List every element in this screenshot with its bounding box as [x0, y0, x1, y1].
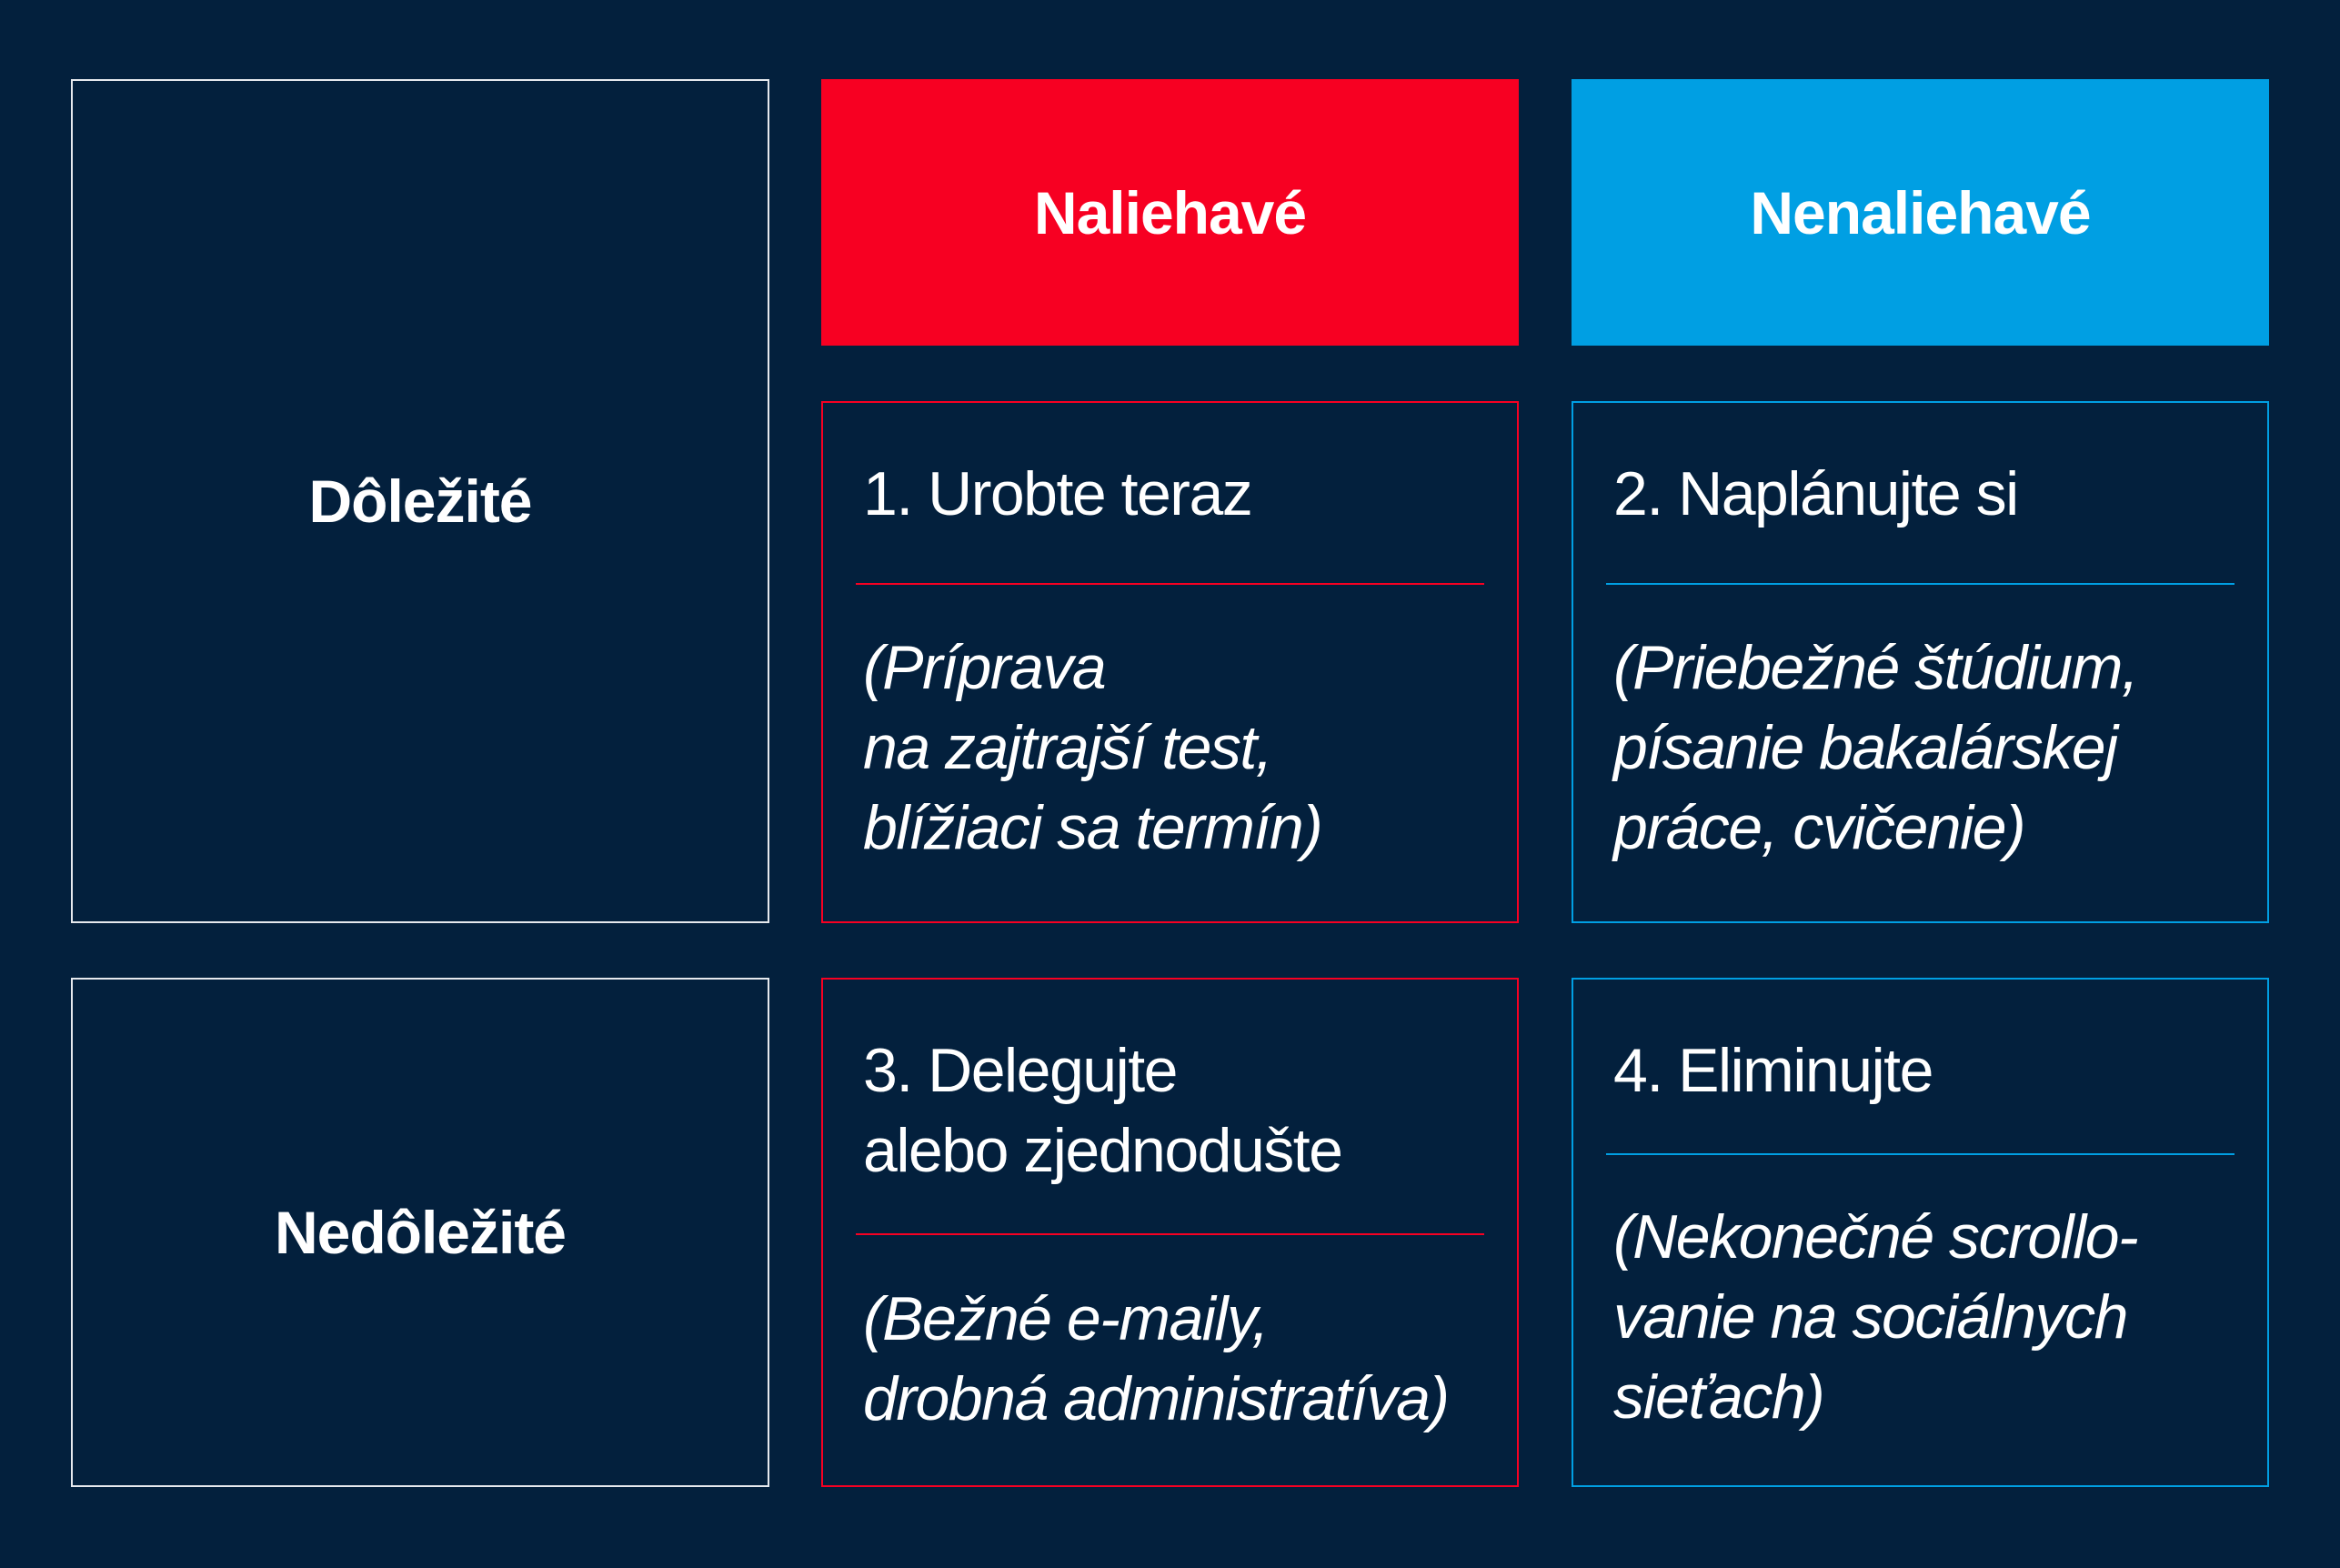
- column-header-urgent: [821, 79, 1519, 346]
- quadrant-delegate-title: 3. Delegujte alebo zjednodušte: [863, 1036, 1342, 1185]
- row-label-important-text: Dôležité: [308, 467, 532, 535]
- row-label-important: [71, 79, 769, 923]
- column-header-not-urgent: [1572, 79, 2269, 346]
- quadrant-schedule: [1572, 401, 2269, 923]
- quadrant-eliminate-description: (Nekonečné scrollo- vanie na sociálnych sieťach): [1613, 1202, 2138, 1432]
- column-header-urgent-text: Naliehavé: [1033, 178, 1307, 246]
- quadrant-eliminate-title: 4. Eliminujte: [1613, 1036, 1933, 1105]
- quadrant-delegate-divider: [856, 1233, 1484, 1235]
- quadrant-do-now-title: 1. Urobte teraz: [863, 459, 1252, 528]
- quadrant-do-now-divider: [856, 583, 1484, 585]
- column-header-not-urgent-text: Nenaliehavé: [1750, 178, 2091, 246]
- quadrant-do-now-description: (Príprava na zajtrajší test, blížiaci sa termín): [863, 633, 1322, 862]
- quadrant-delegate-description: (Bežné e-maily, drobná administratíva): [863, 1284, 1449, 1433]
- quadrant-schedule-divider: [1606, 583, 2235, 585]
- quadrant-schedule-description: (Priebežné štúdium, písanie bakalárskej práce, cvičenie): [1613, 633, 2138, 862]
- quadrant-schedule-title: 2. Naplánujte si: [1613, 459, 2018, 528]
- quadrant-delegate: [821, 978, 1519, 1487]
- quadrant-eliminate: [1572, 978, 2269, 1487]
- row-label-not-important: [71, 978, 769, 1487]
- quadrant-do-now: [821, 401, 1519, 923]
- quadrant-eliminate-divider: [1606, 1153, 2235, 1155]
- row-label-not-important-text: Nedôležité: [274, 1199, 567, 1266]
